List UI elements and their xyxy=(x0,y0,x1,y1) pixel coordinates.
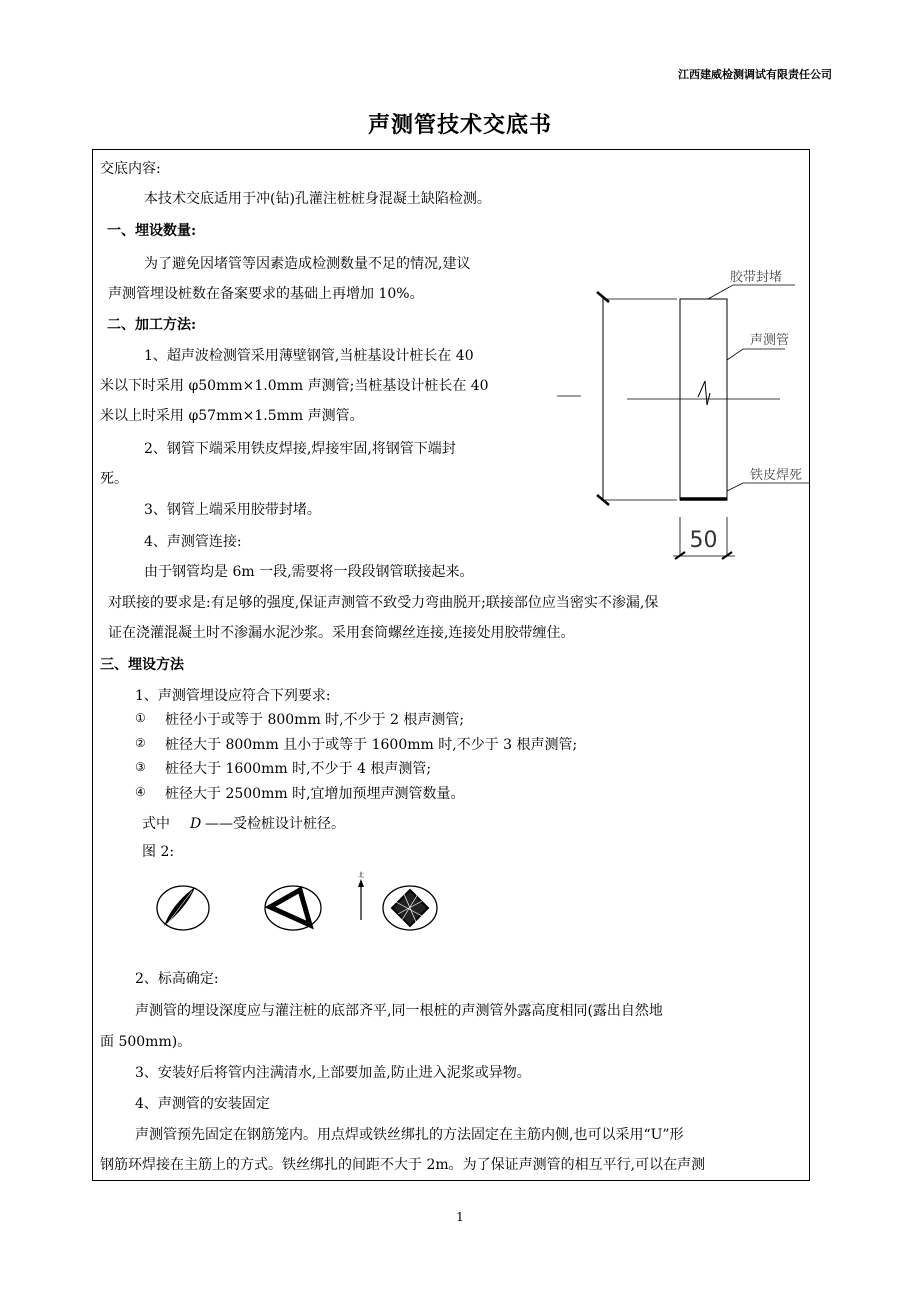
section-3-line-8: 钢筋环焊接在主筋上的方式。铁丝绑扎的间距不大于 2m。为了保证声测管的相互平行,可以在声测 xyxy=(100,1157,706,1173)
label-tape-seal: 胶带封堵 xyxy=(730,270,783,285)
page-number: 1 xyxy=(456,1210,464,1224)
section-1-title: 一、埋设数量: xyxy=(107,223,197,239)
list-marker: ③ xyxy=(135,760,146,774)
section-2-line-6: 3、钢管上端采用胶带封堵。 xyxy=(144,502,321,518)
two-tube-section xyxy=(157,886,209,930)
figure-2-label: 图 2: xyxy=(142,844,175,860)
document-title: 声测管技术交底书 xyxy=(367,112,552,138)
company-name: 江西建威检测调试有限责任公司 xyxy=(678,68,832,81)
formula-prefix: 式中 xyxy=(142,816,170,832)
section-3-line-3: 声测管的埋设深度应与灌注桩的底部齐平,同一根桩的声测管外露高度相同(露出自然地 xyxy=(135,1003,663,1019)
section-2-line-5: 死。 xyxy=(100,471,128,487)
sound-tube-diagram xyxy=(555,255,810,570)
section-3-line-7: 声测管预先固定在钢筋笼内。用点焊或铁丝绑扎的方法固定在主筋内侧,也可以采用“U”形 xyxy=(135,1127,684,1143)
list-item: 桩径小于或等于 800mm 时,不少于 2 根声测管; xyxy=(165,712,465,728)
section-3-line-2: 2、标高确定: xyxy=(135,971,219,987)
section-1-line-2: 声测管埋设桩数在备案要求的基础上再增加 10%。 xyxy=(108,286,424,302)
section-2-title: 二、加工方法: xyxy=(107,317,197,333)
svg-text:北: 北 xyxy=(357,872,365,879)
section-3-line-5: 3、安装好后将管内注满清水,上部要加盖,防止进入泥浆或异物。 xyxy=(135,1065,531,1081)
list-marker: ④ xyxy=(135,785,146,799)
figure-2-cross-sections xyxy=(150,870,450,940)
formula-text: ——受检桩设计桩径。 xyxy=(205,816,345,832)
four-tube-section xyxy=(383,886,437,930)
list-item: 桩径大于 800mm 且小于或等于 1600mm 时,不少于 3 根声测管; xyxy=(165,737,578,753)
list-marker: ② xyxy=(135,736,146,750)
list-item: 桩径大于 2500mm 时,宜增加预埋声测管数量。 xyxy=(165,786,465,802)
section-3-title: 三、埋设方法 xyxy=(100,657,184,673)
section-2-line-10: 证在浇灌混凝土时不渗漏水泥沙浆。采用套筒螺丝连接,连接处用胶带缠住。 xyxy=(108,625,575,641)
section-3-line-1: 1、声测管埋设应符合下列要求: xyxy=(135,688,331,704)
section-2-line-4: 2、钢管下端采用铁皮焊接,焊接牢固,将钢管下端封 xyxy=(144,441,456,457)
label-iron-weld: 铁皮焊死 xyxy=(750,468,803,483)
list-marker: ① xyxy=(135,711,146,725)
section-2-line-3: 米以上时采用 φ57mm×1.5mm 声测管。 xyxy=(100,408,364,424)
section-3-line-6: 4、声测管的安装固定 xyxy=(135,1096,270,1112)
section-2-line-7: 4、声测管连接: xyxy=(144,534,242,550)
section-2-line-9: 对联接的要求是:有足够的强度,保证声测管不致受力弯曲脱开;联接部位应当密实不渗漏,保 xyxy=(108,595,659,611)
label-sound-tube: 声测管 xyxy=(750,333,790,348)
section-2-line-1: 1、超声波检测管采用薄壁钢管,当桩基设计桩长在 40 xyxy=(144,348,474,364)
dimension-value: 50 xyxy=(689,528,718,553)
formula-variable: D xyxy=(190,816,202,832)
three-tube-section xyxy=(265,886,321,930)
section-1-line-1: 为了避免因堵管等因素造成检测数量不足的情况,建议 xyxy=(144,256,471,272)
list-item: 桩径大于 1600mm 时,不少于 4 根声测管; xyxy=(165,761,432,777)
content-label: 交底内容: xyxy=(100,161,161,177)
section-2-line-8: 由于钢管均是 6m 一段,需要将一段段钢管联接起来。 xyxy=(144,564,474,580)
section-3-line-4: 面 500mm)。 xyxy=(100,1034,192,1050)
intro-text: 本技术交底适用于冲(钻)孔灌注桩桩身混凝土缺陷检测。 xyxy=(144,191,491,207)
section-2-line-2: 米以下时采用 φ50mm×1.0mm 声测管;当桩基设计桩长在 40 xyxy=(100,378,489,394)
north-arrow-icon xyxy=(358,871,364,920)
